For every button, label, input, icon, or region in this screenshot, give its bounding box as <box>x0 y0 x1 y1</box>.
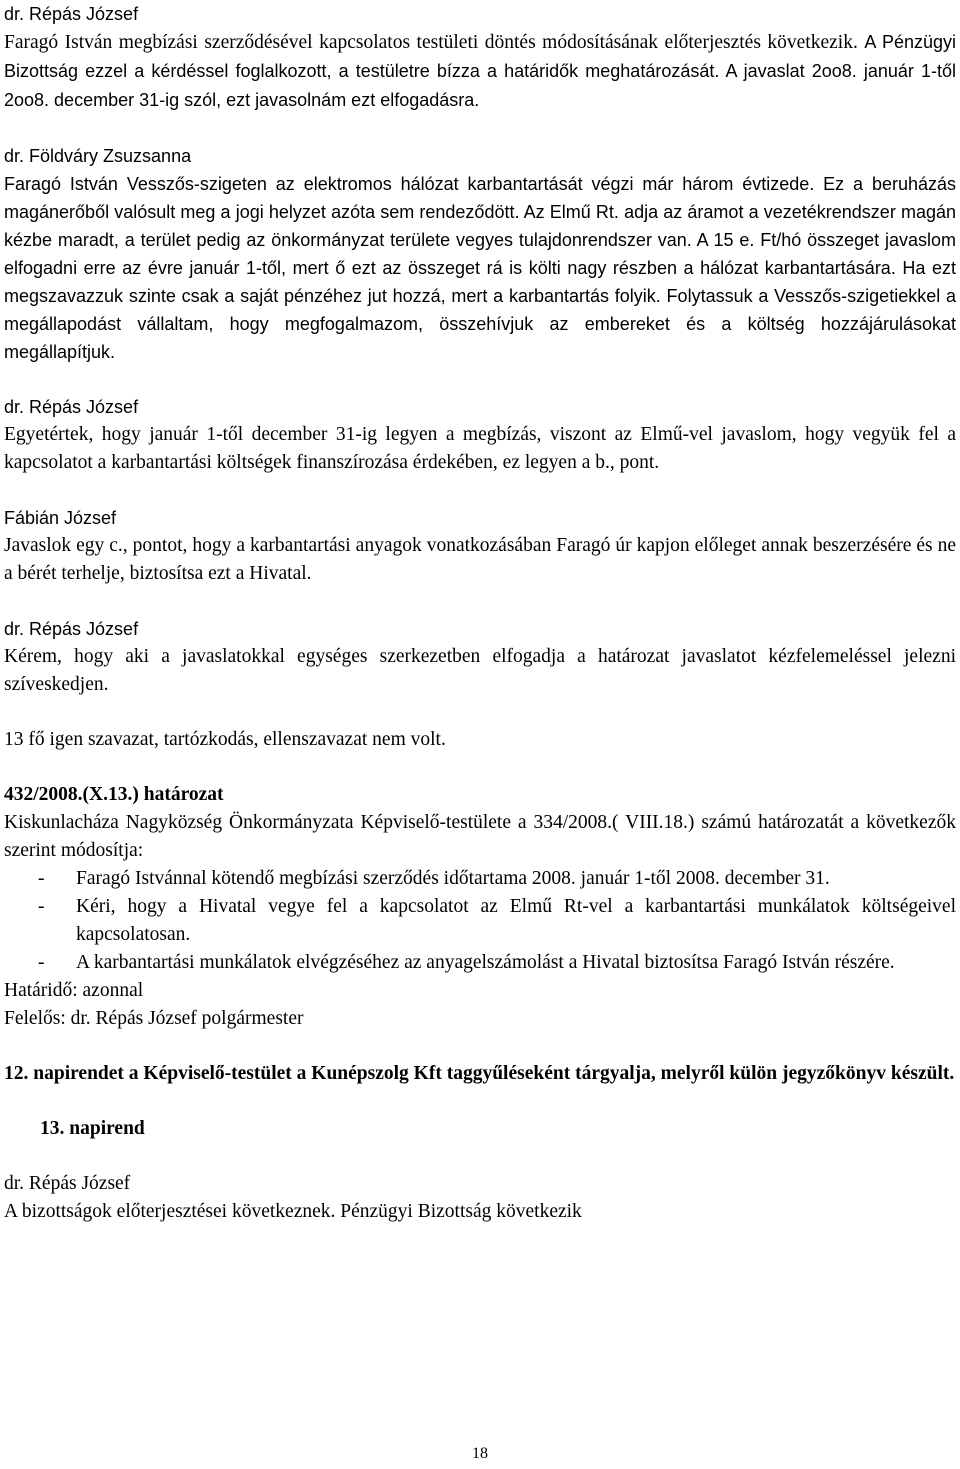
paragraph-text: A bizottságok előterjesztései következnek. Pénzügyi Bizottság következik <box>4 1201 582 1222</box>
list-item <box>4 893 956 949</box>
vote-result: 13 fő igen szavazat, tartózkodás, ellenszavazat nem volt. <box>4 729 446 750</box>
speaker-name: Fábián József <box>4 508 117 528</box>
responsible: Felelős: dr. Répás József polgármester <box>4 1008 304 1029</box>
paragraph: Javaslok egy c., pontot, hogy a karbantartási anyagok vonatkozásában Faragó úr kapjon előleget annak beszerzésére és ne a bérét terhelje, biztosítsa ezt a Hivatal. <box>4 535 956 584</box>
list-item-text: A karbantartási munkálatok elvégzéséhez az anyagelszámolást a Hivatal biztosítsa Faragó István részére. <box>76 952 895 973</box>
dash-marker: - <box>38 952 45 973</box>
paragraph <box>4 170 956 366</box>
paragraph-text: Faragó István Vesszős-szigeten az elektromos hálózat karbantartását végzi már három évtizede. Ez a beruházás magánerőből valósult meg a jogi helyzet azóta sem rendeződött. Az Elmű Rt. adja az áramot a vezetékrendszer magán kézbe maradt, a terület pedig az önkormányzat területe vegyes tulajdonrendszer van. A 15 e. Ft/hó összeget javaslom elfogadni erre az évre január 1-től, mert ő ezt az összeget rá is költi nagy részben a hálózat karbantartására. Ha ezt megszavazzuk szinte csak a saját pénzéhez jut hozzá, mert a karbantartás folyik. Folytassuk a Vesszős-szigetiekkel a megállapodást vállaltam, hogy megfogalmazom, összehívjuk az embereket és a költség hozzájárulásokat megállapítjuk. <box>4 174 956 362</box>
resolution-list <box>4 865 956 977</box>
list-item <box>4 949 956 977</box>
speaker-name: dr. Répás József <box>4 397 139 417</box>
speaker-name: dr. Földváry Zsuzsanna <box>4 146 192 166</box>
speaker-name: dr. Répás József <box>4 1173 131 1194</box>
resolution-number: 432/2008.(X.13.) határozat <box>4 784 224 805</box>
agenda-item-12: 12. napirendet a Képviselő-testület a Kunépszolg Kft taggyűléseként tárgyalja, melyről külön jegyzőkönyv készült. <box>4 1063 955 1084</box>
dash-marker: - <box>38 896 45 917</box>
page-number: 18 <box>472 1445 488 1462</box>
list-item-text: Kéri, hogy a Hivatal vegye fel a kapcsolatot az Elmű Rt-vel a karbantartási munkálatok költségeivel kapcsolatosan. <box>76 896 956 945</box>
paragraph: Egyetértek, hogy január 1-től december 31-ig legyen a megbízás, viszont az Elmű-vel javaslom, hogy vegyük fel a kapcsolatot a karbantartási költségek finanszírozása érdekében, ez legyen a b., pont. <box>4 424 956 473</box>
document-page <box>4 0 956 1226</box>
paragraph-text: Faragó István megbízási szerződésével kapcsolatos testületi döntés módosításának előterjesztés következik. <box>4 32 858 53</box>
agenda-item-13: 13. napirend <box>40 1118 145 1139</box>
paragraph <box>4 1198 956 1226</box>
paragraph-text: A Pénzügyi Bizottság ezzel a kérdéssel foglalkozott, a testületre bízza a határidők meghatározását. A javaslat 2oo8. január 1-től 2oo8. december 31-ig szól, ezt javasolnám ezt elfogadásra. <box>4 32 957 110</box>
speaker-name: dr. Répás József <box>4 4 139 24</box>
deadline: Határidő: azonnal <box>4 980 144 1001</box>
list-item-text: Faragó Istvánnal kötendő megbízási szerződés időtartama 2008. január 1-től 2008. december 31. <box>76 868 830 889</box>
list-item <box>4 865 956 893</box>
speaker-name: dr. Répás József <box>4 619 139 639</box>
paragraph <box>4 28 956 115</box>
resolution-intro: Kiskunlacháza Nagyközség Önkormányzata Képviselő-testülete a 334/2008.( VIII.18.) számú határozatát a következők szerint módosítja: <box>4 812 956 861</box>
dash-marker: - <box>38 868 45 889</box>
paragraph: Kérem, hogy aki a javaslatokkal egységes szerkezetben elfogadja a határozat javaslatot kézfelemeléssel jelezni szíveskedjen. <box>4 646 956 695</box>
